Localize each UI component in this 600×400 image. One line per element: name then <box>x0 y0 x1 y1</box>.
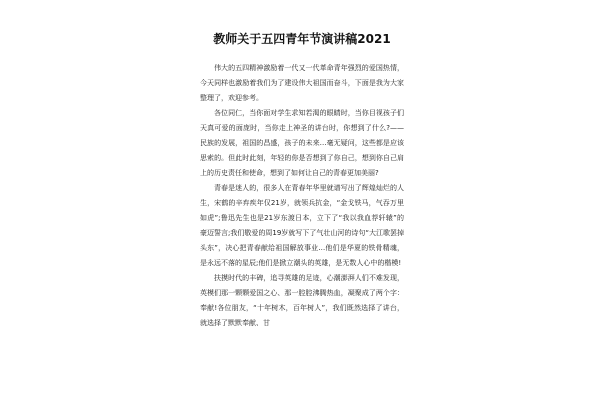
paragraph-intro: 伟大的五四精神激励着一代又一代革命青年强烈的爱国热情，今天同样也激励着我们为了建设伟大祖国而奋斗，下面是我为大家整理了，欢迎参考。 <box>200 64 404 102</box>
document-title: 教师关于五四青年节演讲稿2021 <box>213 32 391 46</box>
paragraph-dedication: 扶摸时代的丰碑，追寻英雄的足迹，心潮澎湃人们不难发现，英模们那一颗颗爱国之心、那一腔腔沸腾热血，凝聚成了两个字：奉献!各位朋友，“十年树木，百年树人”，我们既然选择了讲台，就选择了默默奉献、甘 <box>200 274 404 327</box>
paragraph-youth: 青春是迷人的，很多人在青春年华里就谱写出了辉煌灿烂的人生，宋鹤的辛弃疾年仅21岁，就领兵抗金，“金戈铁马，气吞万里如虎”;鲁迅先生也是21岁东渡日本，立下了“我以我血荐轩辕”的豪迈誓言;我们敬爱的周19岁就写下了气壮山河的诗句“大江歌罢掉头东”，决心把青春献给祖国解放事业…他们是华夏的铁骨精魂，是永远不落的星辰;他们是掀立潮头的英雄，是无数人心中的楷模! <box>200 184 404 267</box>
document-body <box>200 22 404 331</box>
paragraph-greeting: 各位同仁，当你面对学生求知若渴的眼睛时，当你目视孩子们天真可爱的面庞时，当你走上神圣的讲台时，你想到了什么?——民族的发展，祖国的昌盛，孩子的未来…毫无疑问，这些都是应该思索的。但此时此刻，年轻的你是否想到了你自己，想到你自己肩上的历史责任和使命，想到了如何让自己的青春更加美丽? <box>200 109 404 177</box>
